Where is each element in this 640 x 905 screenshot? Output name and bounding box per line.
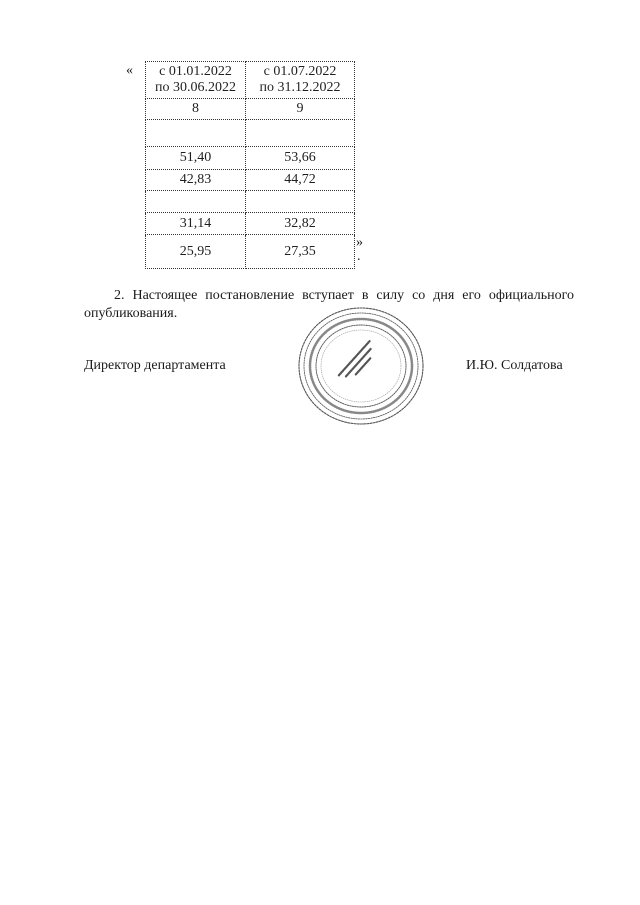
signer-position: Директор департамента <box>84 358 226 373</box>
column-number-cell: 8 <box>146 99 246 120</box>
table-row <box>146 170 355 191</box>
table-header-row <box>146 62 355 99</box>
table-cell: 53,66 <box>246 147 355 170</box>
clause-line-2: опубликования. <box>84 306 178 321</box>
table-cell <box>146 191 246 213</box>
header-cell-period-2 <box>246 62 355 99</box>
table-row <box>146 120 355 147</box>
closing-period: . <box>357 249 361 264</box>
table-row <box>146 191 355 213</box>
tariff-table <box>145 61 355 269</box>
closing-guillemet: » <box>356 235 363 250</box>
period-1-start: с 01.01.2022 <box>159 64 232 79</box>
opening-guillemet: « <box>126 63 133 78</box>
table-cell: 27,35 <box>246 235 355 269</box>
table-row <box>146 213 355 235</box>
table-cell: 44,72 <box>246 170 355 191</box>
column-number-cell: 9 <box>246 99 355 120</box>
table-cell <box>246 191 355 213</box>
official-seal-stamp <box>296 305 426 427</box>
table-row <box>146 235 355 269</box>
clause-line-1: 2. Настоящее постановление вступает в силу со дня его официального <box>114 288 574 303</box>
header-cell-period-1 <box>146 62 246 99</box>
table-cell: 25,95 <box>146 235 246 269</box>
table-cell <box>146 120 246 147</box>
table-row <box>146 147 355 170</box>
period-1-end: по 30.06.2022 <box>155 80 236 95</box>
period-2-start: с 01.07.2022 <box>263 64 337 79</box>
table-cell <box>246 120 355 147</box>
period-2-end: по 31.12.2022 <box>259 80 341 95</box>
table-cell: 51,40 <box>146 147 246 170</box>
signer-name: И.Ю. Солдатова <box>466 358 563 373</box>
table-cell: 42,83 <box>146 170 246 191</box>
column-number-row <box>146 99 355 120</box>
table-cell: 31,14 <box>146 213 246 235</box>
table-cell: 32,82 <box>246 213 355 235</box>
